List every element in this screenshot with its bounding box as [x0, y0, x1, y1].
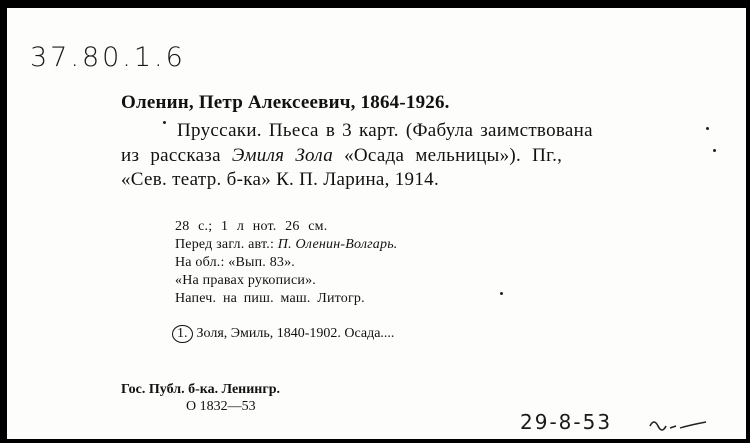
note-printed: Напеч. на пиш. маш. Литогр. [175, 291, 365, 306]
tracing-number: 1. [172, 325, 193, 343]
note-before-title-name: П. Оленин-Волгарь. [277, 237, 398, 252]
title-line-2-post: «Осада мельницы»). Пг., [333, 145, 563, 166]
card-edge-left [0, 0, 7, 443]
shelfmark: 37.80.1.6 [30, 42, 186, 73]
subject-tracing [172, 325, 394, 343]
scan-speck [713, 149, 716, 152]
scan-speck [163, 121, 166, 124]
note-physical: 28 с.; 1 л нот. 26 см. [175, 219, 328, 234]
author-heading: Оленин, Петр Алексеевич, 1864-1926. [121, 92, 450, 113]
tracing-text: Золя, Эмиль, 1840-1902. Осада.... [196, 326, 395, 341]
title-line-3: «Сев. театр. б-ка» К. П. Ларина, 1914. [121, 169, 440, 190]
title-line-2-author: Эмиля Зола [231, 145, 334, 166]
card-edge-top [0, 0, 750, 8]
handwritten-scribble [648, 416, 708, 434]
note-before-title-pre: Перед загл. авт.: [175, 237, 278, 252]
scan-speck [706, 127, 709, 130]
note-rights: «На правах рукописи». [175, 273, 316, 288]
handwritten-date: 29-8-53 [520, 410, 613, 434]
title-line-2 [121, 145, 562, 167]
note-cover: На обл.: «Вып. 83». [175, 255, 296, 270]
card-edge-right [746, 0, 750, 443]
scan-speck [500, 292, 503, 295]
accession-number: О 1832—53 [186, 399, 256, 414]
library-name: Гос. Публ. б-ка. Ленингр. [121, 382, 281, 397]
title-line-2-pre: из рассказа [121, 145, 232, 166]
title-line-1: Пруссаки. Пьеса в 3 карт. (Фабула заимствована [177, 120, 593, 141]
card-edge-bottom [0, 439, 750, 443]
note-before-title [175, 237, 397, 253]
